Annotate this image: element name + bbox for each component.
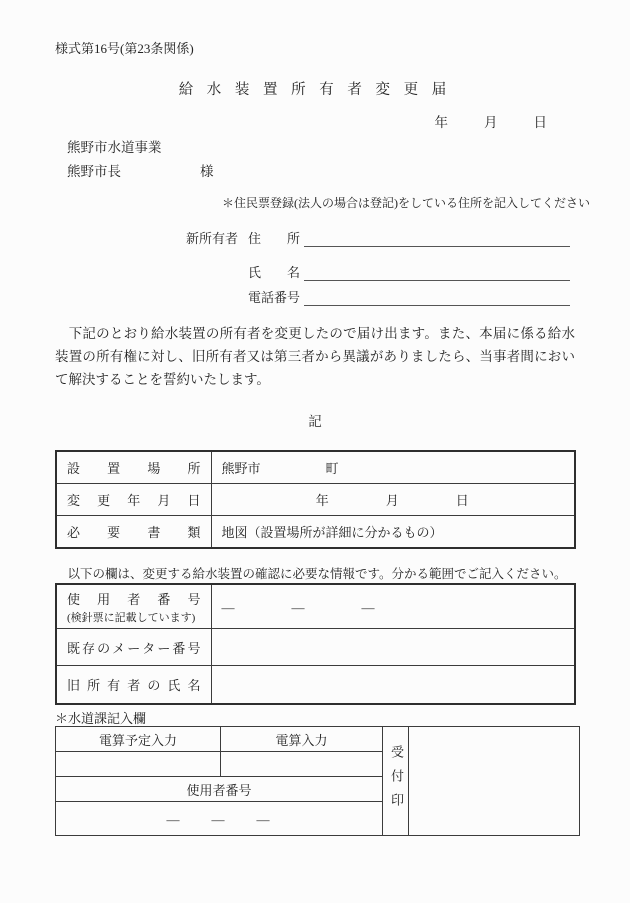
form-number: 様式第16号(第23条関係)	[55, 41, 194, 56]
phone-label: 電話番号	[248, 290, 301, 305]
recipient-organization: 熊野市水道事業	[67, 140, 162, 155]
meter-number-value[interactable]	[211, 629, 575, 666]
document-title: 給 水 装 置 所 有 者 変 更 届	[178, 82, 452, 98]
meter-number-label: 既存のメーター番号	[56, 629, 211, 666]
owner-phone-row	[186, 287, 570, 306]
owner-address-row	[186, 228, 570, 247]
office-use-table	[55, 726, 580, 836]
name-input-line[interactable]	[304, 263, 570, 281]
table-row	[56, 516, 575, 549]
planned-input-cell[interactable]	[56, 752, 221, 777]
office-use-label: ＊水道課記入欄	[55, 711, 147, 726]
office-user-number-label: 使用者番号	[56, 777, 383, 802]
required-docs-label: 必要書類	[56, 516, 211, 549]
declaration-paragraph: 下記のとおり給水装置の所有者を変更したので届け出ます。また、本届に係る給水装置の所有権に対し、旧所有者又は第三者から異議がありましたら、当事者間において解決することを誓約いたします。	[55, 326, 575, 387]
name-label: 氏 名	[248, 265, 301, 280]
old-owner-name-label: 旧所有者の氏名	[56, 666, 211, 705]
location-label: 設置場所	[56, 451, 211, 484]
user-number-label: 使用者番号	[67, 591, 201, 607]
recipient-title: 熊野市長	[67, 164, 121, 179]
office-user-number-value[interactable]: ― ― ―	[56, 802, 383, 836]
table-row	[56, 584, 575, 629]
old-owner-name-value[interactable]	[211, 666, 575, 705]
planned-input-header: 電算予定入力	[56, 727, 221, 752]
recipient-line	[67, 160, 214, 180]
table-row	[56, 727, 580, 752]
user-number-label-cell	[56, 584, 211, 629]
input-cell[interactable]	[221, 752, 383, 777]
table-row	[56, 629, 575, 666]
recipient-honorific: 様	[200, 164, 214, 179]
location-value[interactable]: 熊野市 町	[211, 451, 575, 484]
ki-heading: 記	[308, 414, 322, 429]
user-number-value[interactable]: ― ― ―	[211, 584, 575, 629]
info-note: 以下の欄は、変更する給水装置の確認に必要な情報です。分かる範囲でご記入ください。	[55, 567, 567, 581]
user-number-sublabel: (検針票に記載しています)	[67, 611, 196, 624]
phone-input-line[interactable]	[304, 288, 570, 306]
info-table	[55, 583, 576, 705]
table-row	[56, 666, 575, 705]
change-date-value[interactable]: 年 月 日	[211, 484, 575, 516]
reception-stamp-label: 受付印	[389, 745, 404, 817]
address-label: 住 所	[248, 231, 301, 246]
required-docs-value: 地図（設置場所が詳細に分かるもの）	[211, 516, 575, 549]
reception-stamp-area[interactable]	[409, 727, 580, 836]
owner-address-note: ＊住民票登録(法人の場合は登記)をしている住所を記入してください	[222, 196, 590, 210]
new-owner-label: 新所有者	[186, 231, 239, 246]
table-row	[56, 484, 575, 516]
table-row	[56, 451, 575, 484]
details-table	[55, 450, 576, 549]
address-input-line[interactable]	[304, 229, 570, 247]
reception-stamp-label-cell	[383, 727, 409, 836]
date-line: 年 月 日	[434, 115, 550, 130]
input-header: 電算入力	[221, 727, 383, 752]
owner-name-row	[186, 262, 570, 281]
change-date-label: 変更年月日	[56, 484, 211, 516]
